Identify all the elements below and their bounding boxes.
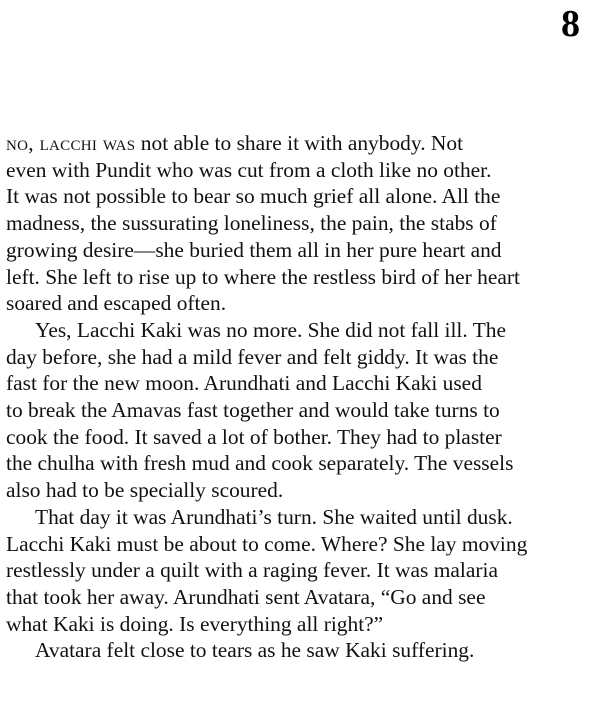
opening-small-caps: no, lacchi was xyxy=(6,131,136,155)
text-line: also had to be specially scoured. xyxy=(6,478,284,503)
text-line: the chulha with fresh mud and cook separately. The vessels xyxy=(6,451,514,476)
text-line: soared and escaped often. xyxy=(6,291,227,316)
text-line: Avatara felt close to tears as he saw Kaki suffering. xyxy=(35,638,475,663)
text-line: It was not possible to bear so much grief all alone. All the xyxy=(6,184,501,209)
text-line xyxy=(6,130,598,157)
text-line: that took her away. Arundhati sent Avatara, “Go and see xyxy=(6,584,486,609)
text-line: madness, the sussurating loneliness, the pain, the stabs of xyxy=(6,211,497,236)
text-line-rest: not able to share it with anybody. Not xyxy=(135,131,464,155)
text-line: growing desire—she buried them all in her pure heart and xyxy=(6,237,502,262)
chapter-number: 8 xyxy=(561,3,580,45)
paragraph-4 xyxy=(6,637,598,664)
text-line: to break the Amavas fast together and would take turns to xyxy=(6,398,500,423)
paragraph-1 xyxy=(6,130,598,317)
paragraph-2 xyxy=(6,317,598,504)
text-line: day before, she had a mild fever and felt giddy. It was the xyxy=(6,344,499,369)
text-line: even with Pundit who was cut from a cloth like no other. xyxy=(6,157,492,182)
text-line: left. She left to rise up to where the restless bird of her heart xyxy=(6,264,520,289)
paragraph-3 xyxy=(6,504,598,638)
chapter-body xyxy=(6,130,598,664)
text-line: That day it was Arundhati’s turn. She waited until dusk. xyxy=(35,504,513,529)
text-line: cook the food. It saved a lot of bother. They had to plaster xyxy=(6,424,502,449)
text-line: what Kaki is doing. Is everything all right?” xyxy=(6,611,384,636)
text-line: Yes, Lacchi Kaki was no more. She did not fall ill. The xyxy=(35,317,507,342)
text-line: restlessly under a quilt with a raging fever. It was malaria xyxy=(6,558,498,583)
text-line: fast for the new moon. Arundhati and Lacchi Kaki used xyxy=(6,371,482,396)
text-line: Lacchi Kaki must be about to come. Where? She lay moving xyxy=(6,531,528,556)
